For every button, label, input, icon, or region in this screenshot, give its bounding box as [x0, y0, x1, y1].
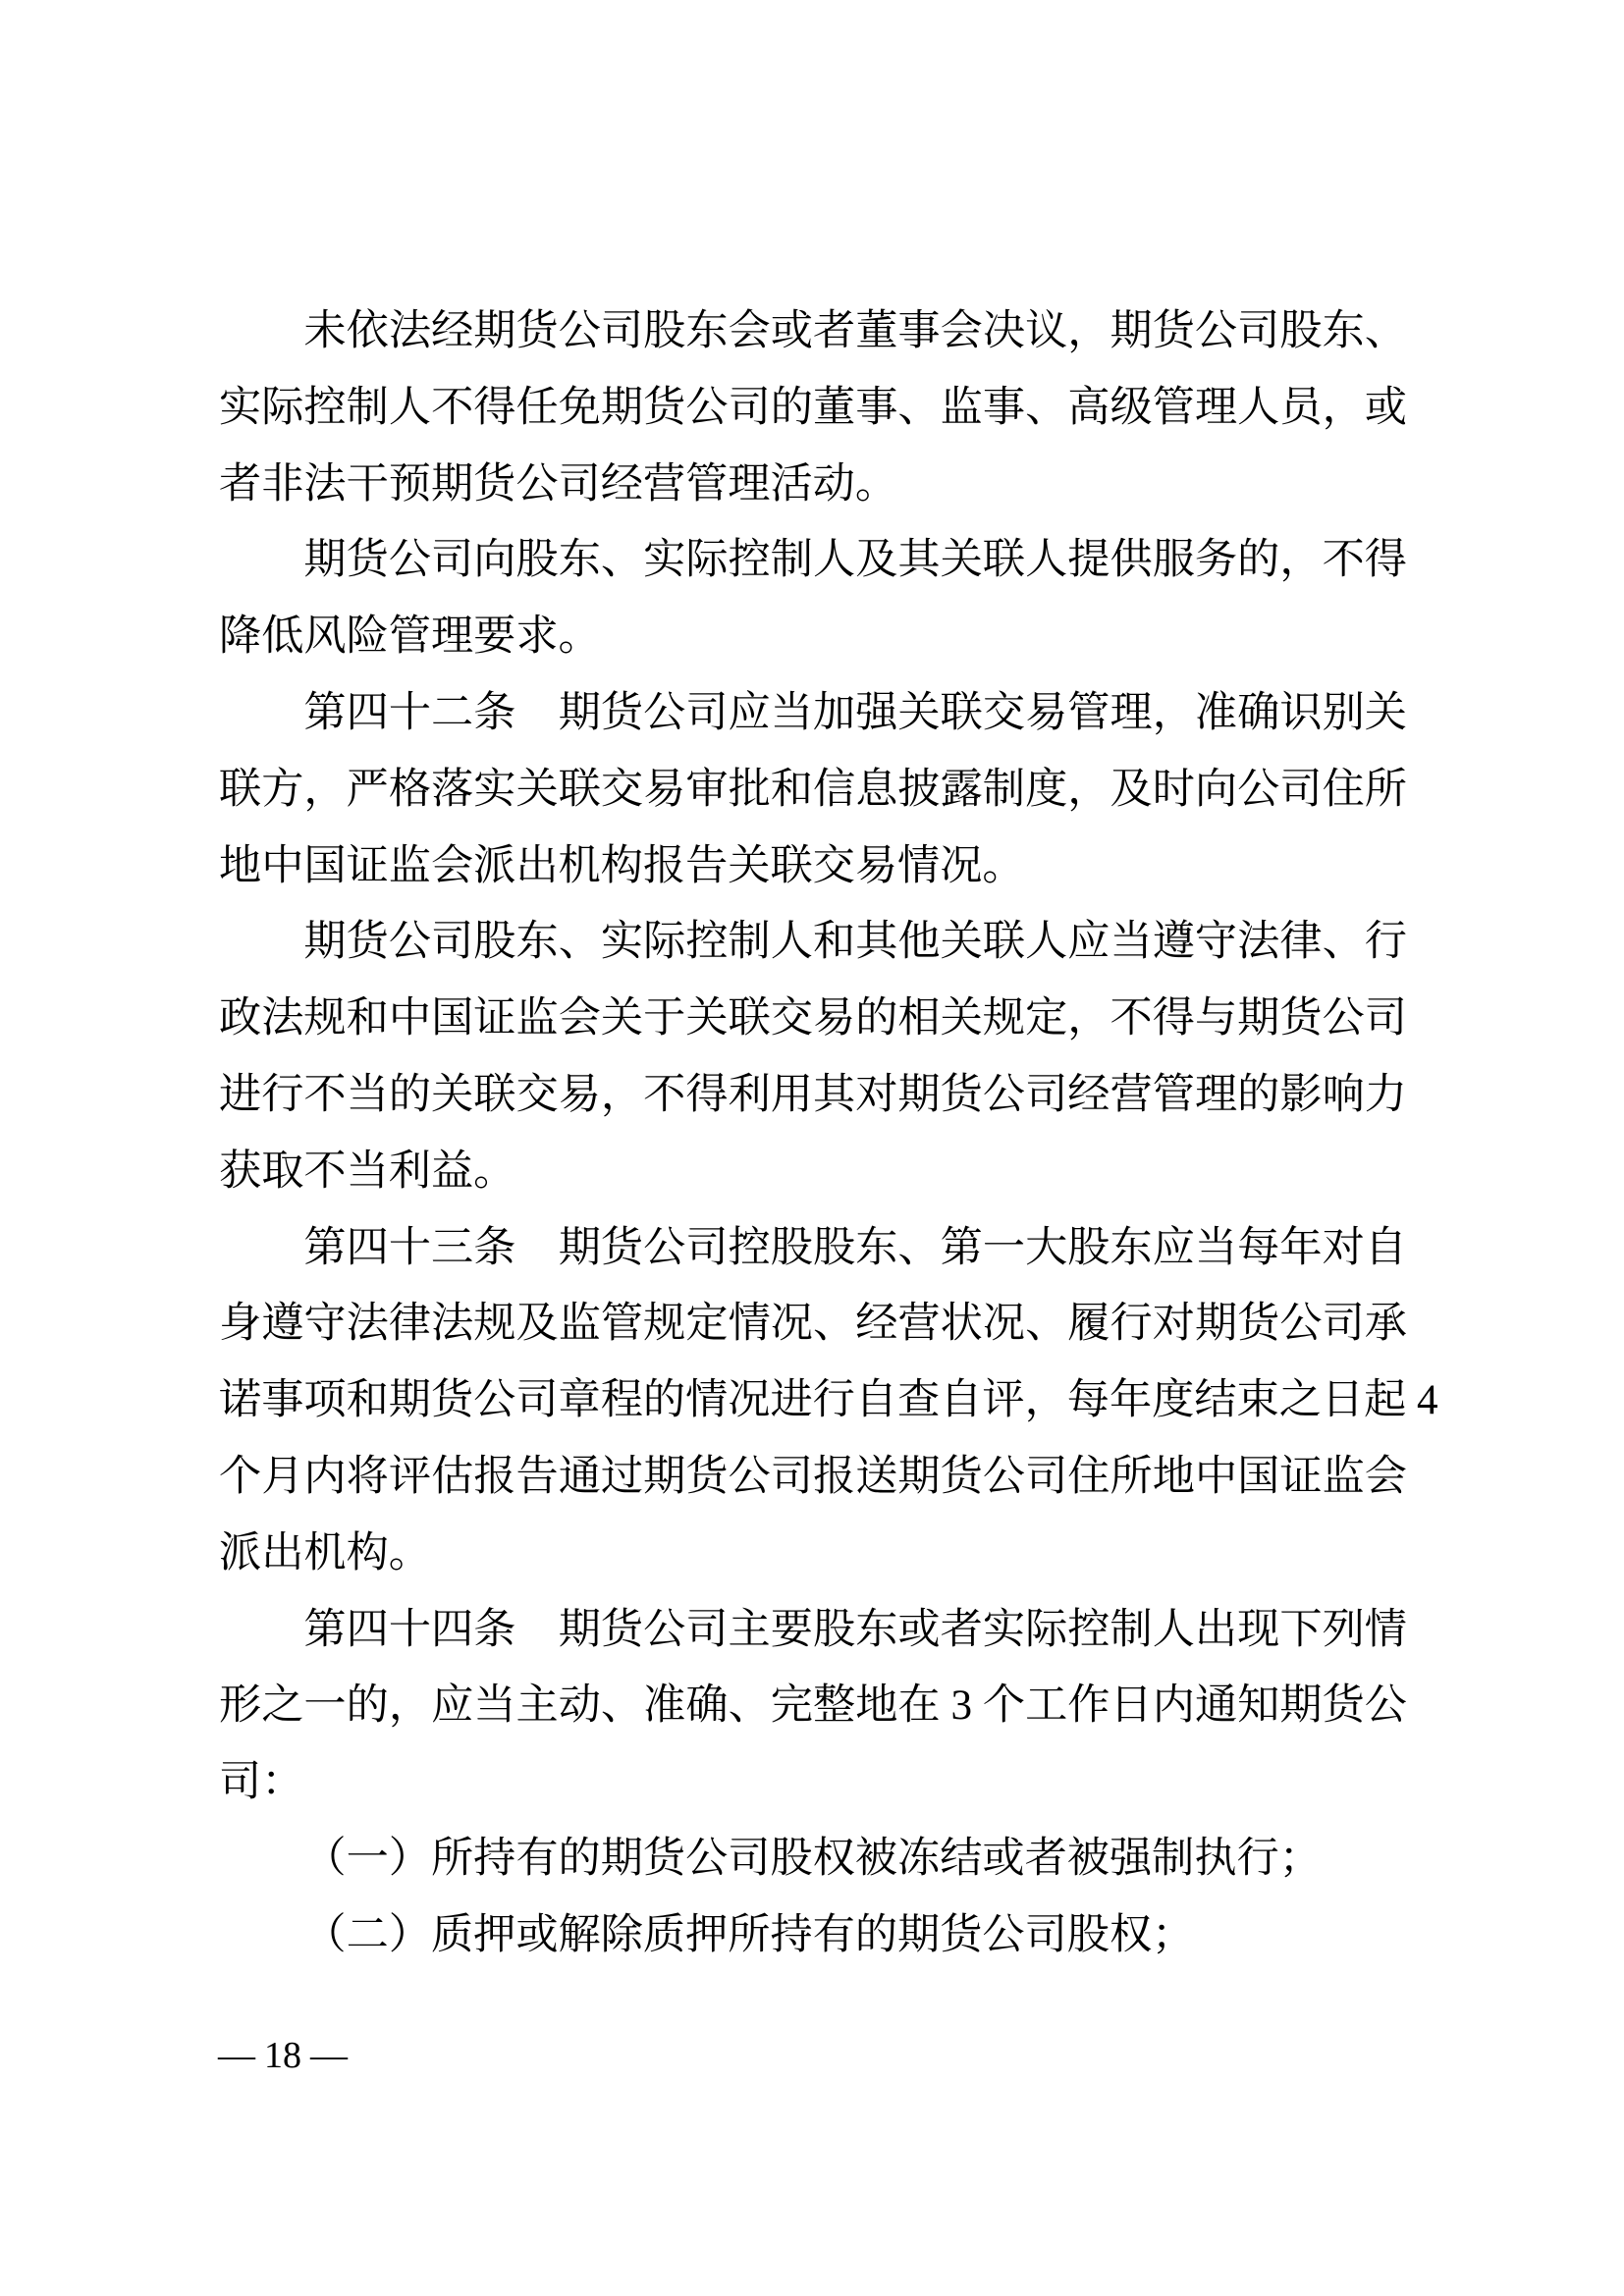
document-line: 期货公司股东、实际控制人和其他关联人应当遵守法律、行	[303, 919, 1407, 966]
document-line: 未依法经期货公司股东会或者董事会决议，期货公司股东、	[303, 308, 1407, 354]
document-line: 降低风险管理要求。	[219, 614, 601, 661]
document-line: 司：	[219, 1759, 304, 1806]
document-line: 期货公司向股东、实际控制人及其关联人提供服务的，不得	[303, 537, 1407, 584]
document-line: 个月内将评估报告通过期货公司报送期货公司住所地中国证监会	[219, 1453, 1407, 1500]
document-line: 形之一的，应当主动、准确、完整地在 3 个工作日内通知期货公	[219, 1682, 1407, 1730]
document-line: 第四十三条 期货公司控股股东、第一大股东应当每年对自	[303, 1224, 1407, 1271]
document-line: 诺事项和期货公司章程的情况进行自查自评，每年度结束之日起 4	[219, 1377, 1438, 1424]
document-line: 身遵守法律法规及监管规定情况、经营状况、履行对期货公司承	[219, 1301, 1407, 1348]
document-line: 地中国证监会派出机构报告关联交易情况。	[219, 842, 1025, 889]
document-line: 者非法干预期货公司经营管理活动。	[219, 460, 898, 507]
document-line: 实际控制人不得任免期货公司的董事、监事、高级管理人员，或	[219, 384, 1407, 431]
document-line: 第四十二条 期货公司应当加强关联交易管理，准确识别关	[303, 689, 1407, 736]
document-line-item: （二）质押或解除质押所持有的期货公司股权；	[303, 1911, 1195, 1958]
document-line-item: （一）所持有的期货公司股权被冻结或者被强制执行；	[303, 1835, 1322, 1882]
document-body	[219, 294, 1438, 1974]
document-line: 进行不当的关联交易，不得利用其对期货公司经营管理的影响力	[219, 1071, 1407, 1118]
footer-left-dash: —	[218, 2035, 255, 2076]
footer-right-dash: —	[310, 2035, 348, 2076]
page-footer	[218, 2034, 348, 2077]
document-line: 第四十四条 期货公司主要股东或者实际控制人出现下列情	[303, 1606, 1407, 1653]
document-line: 政法规和中国证监会关于关联交易的相关规定，不得与期货公司	[219, 995, 1407, 1042]
document-line: 派出机构。	[219, 1529, 431, 1576]
document-line: 联方，严格落实关联交易审批和信息披露制度，及时向公司住所	[219, 766, 1407, 813]
document-line: 获取不当利益。	[219, 1148, 516, 1195]
page-number: 18	[264, 2035, 301, 2076]
